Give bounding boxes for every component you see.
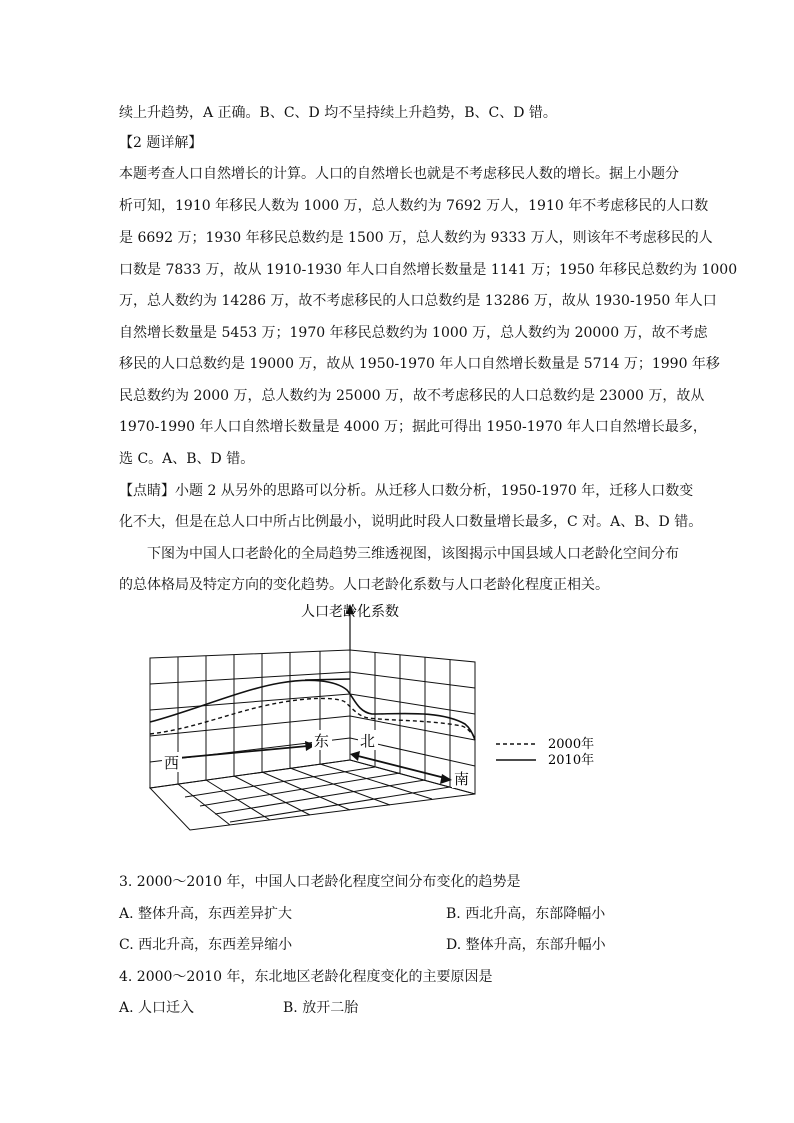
paragraph-line: 民总数约为 2000 万，总人数约为 25000 万，故不考虑移民的人口总数约是 23000 万，故从 xyxy=(119,388,705,404)
paragraph-line: 口数是 7833 万，故从 1910-1930 年人口自然增长数量是 1141 万；1950 年移民总数约为 1000 xyxy=(119,262,738,278)
paragraph-line: 万，总人数约为 14286 万，故不考虑移民的人口总数约是 13286 万，故从 1930-1950 年人口 xyxy=(119,293,717,309)
dir-north: 北 xyxy=(360,732,376,750)
paragraph-line: 是 6692 万；1930 年移民总数约是 1500 万，总人数约为 9333 万人，则该年不考虑移民的人 xyxy=(119,230,713,246)
legend-2010-label: 2010年 xyxy=(548,753,595,768)
question-4-option-b[interactable]: B. 放开二胎 xyxy=(283,1000,359,1016)
paragraph-line: 析可知，1910 年移民人数为 1000 万，总人数约为 7692 万人，1910 年不考虑移民的人口数 xyxy=(119,198,709,214)
paragraph-line: 1970-1990 年人口自然增长数量是 4000 万；据此可得出 1950-1970 年人口自然增长最多， xyxy=(119,419,707,435)
north-arrowhead xyxy=(350,751,360,761)
west-east-arrow xyxy=(178,746,308,758)
curve-top-line xyxy=(305,679,350,680)
paragraph-line: 自然增长数量是 5453 万；1970 年移民总数约为 1000 万，总人数约为 20000 万，故不考虑 xyxy=(119,325,708,341)
question-3-option-c[interactable]: C. 西北升高，东西差异缩小 xyxy=(119,937,293,953)
question-3-option-a[interactable]: A. 整体升高，东西差异扩大 xyxy=(119,906,293,922)
question-3-stem: 3. 2000～2010 年，中国人口老龄化程度空间分布变化的趋势是 xyxy=(119,874,521,890)
intro-line: 下图为中国人口老龄化的全局趋势三维透视图，该图揭示中国县域人口老龄化空间分布 xyxy=(147,546,679,562)
paragraph-line: 续上升趋势，A 正确。B、C、D 均不呈持续上升趋势，B、C、D 错。 xyxy=(119,105,557,121)
question-4-option-a[interactable]: A. 人口迁入 xyxy=(119,1000,195,1016)
dir-east: 东 xyxy=(314,732,330,750)
question-3-option-d[interactable]: D. 整体升高，东部升幅小 xyxy=(446,937,606,953)
dir-west: 西 xyxy=(164,754,180,772)
tip-line: 【点睛】小题 2 从另外的思路可以分析。从迁移人口数分析，1950-1970 年，迁移人口数变 xyxy=(119,483,694,499)
axis-title: 人口老龄化系数 xyxy=(301,604,399,620)
intro-line: 的总体格局及特定方向的变化趋势。人口老龄化系数与人口老龄化程度正相关。 xyxy=(119,577,609,593)
north-south-arrow xyxy=(358,756,445,778)
paragraph-line: 本题考查人口自然增长的计算。人口的自然增长也就是不考虑移民人数的增长。据上小题分 xyxy=(119,166,679,182)
aging-trend-3d-figure xyxy=(140,598,610,838)
section-heading: 【2 题详解】 xyxy=(119,135,203,151)
question-3-option-b[interactable]: B. 西北升高，东部降幅小 xyxy=(446,906,606,922)
paragraph-line: 移民的人口总数约是 19000 万，故从 1950-1970 年人口自然增长数量是 5714 万；1990 年移 xyxy=(119,356,720,372)
floor-grid xyxy=(150,760,475,830)
legend-2000-label: 2000年 xyxy=(548,737,595,752)
question-4-stem: 4. 2000～2010 年，东北地区老龄化程度变化的主要原因是 xyxy=(119,969,493,985)
paragraph-line: 选 C。A、B、D 错。 xyxy=(119,451,255,467)
tip-line: 化不大，但是在总人口中所占比例最小，说明此时段人口数量增长最多，C 对。A、B、D 错。 xyxy=(119,514,703,530)
dir-south: 南 xyxy=(454,770,470,788)
